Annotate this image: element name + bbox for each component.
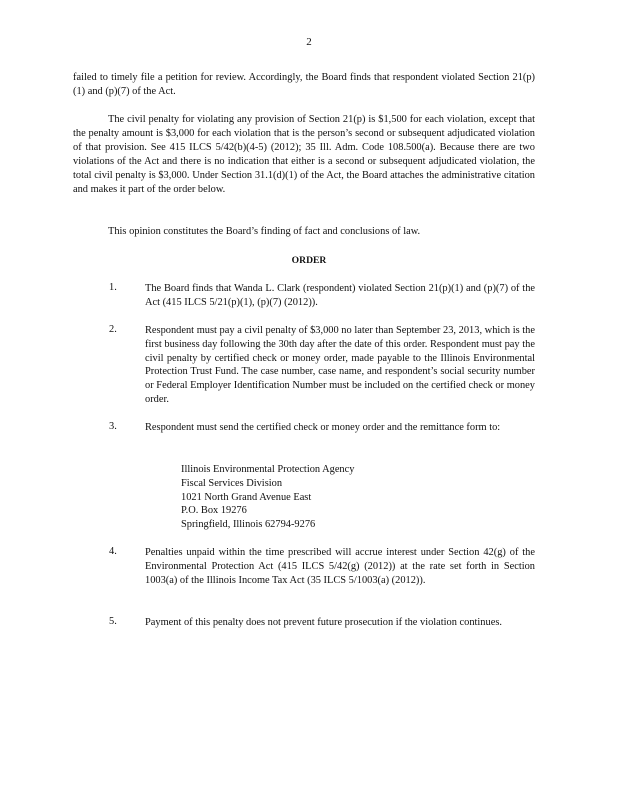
order-item-text: Respondent must send the certified check or money order and the remittance form to: (145, 422, 501, 433)
address-line-division: Fiscal Services Division (181, 477, 283, 489)
address-line-city: Springfield, Illinois 62794-9276 (181, 519, 316, 531)
order-item-number: 3. (109, 421, 117, 432)
address-line-agency: Illinois Environmental Protection Agency (181, 464, 355, 475)
order-item-text: The Board finds that Wanda L. Clark (respondent) violated Section 21(p)(1) and (p)(7) of the Act (415 ILCS 5/21(p)(1), (p)(7) (2012)). (145, 283, 535, 308)
order-item-number: 1. (109, 282, 117, 293)
order-item-number: 2. (109, 324, 117, 335)
paragraph-conclusion: failed to timely file a petition for review. Accordingly, the Board finds that respondent violated Section 21(p)(1) and (p)(7) of the Act. (73, 72, 535, 97)
page-number: 2 (306, 36, 312, 48)
order-item-number: 5. (109, 616, 117, 627)
order-item-number: 4. (109, 546, 117, 557)
paragraph-opinion: This opinion constitutes the Board’s finding of fact and conclusions of law. (108, 226, 421, 237)
remittance-address (181, 463, 354, 532)
order-heading: ORDER (291, 255, 327, 266)
paragraph-civil-penalty: The civil penalty for violating any provision of Section 21(p) is $1,500 for each violation, except that the penalty amount is $3,000 for each violation that is the person’s second or subsequent adjudicated violation of that provision. See 415 ILCS 5/42(b)(4-5) (2012); 35 Ill. Adm. Code 108.500(a). Because there are two violations of the Act and there is no indication that either is a second or subsequent adjudicated violation, the total civil penalty is $3,000. Under Section 31.1(d)(1) of the Act, the Board attaches the administrative citation and makes it part of the order below. (73, 114, 535, 195)
address-line-po-box: P.O. Box 19276 (181, 505, 247, 517)
order-item-text: Payment of this penalty does not prevent future prosecution if the violation continues. (145, 617, 502, 628)
order-item-text: Penalties unpaid within the time prescribed will accrue interest under Section 42(g) of the Environmental Protection Act (415 ILCS 5/42(g) (2012)) at the rate set forth in Section 1003(a) of the Illinois Income Tax Act (35 ILCS 5/1003(a) (2012)). (145, 547, 535, 586)
address-line-street: 1021 North Grand Avenue East (181, 491, 312, 503)
order-item-text: Respondent must pay a civil penalty of $3,000 no later than September 23, 2013, which is the first business day following the 30th day after the date of this order. Respondent must pay the civil penalty by certified check or money order, made payable to the Illinois Environmental Protection Trust Fund. The case number, case name, and respondent’s social security number or Federal Employer Identification Number must be included on the certified check or money order. (145, 325, 535, 405)
